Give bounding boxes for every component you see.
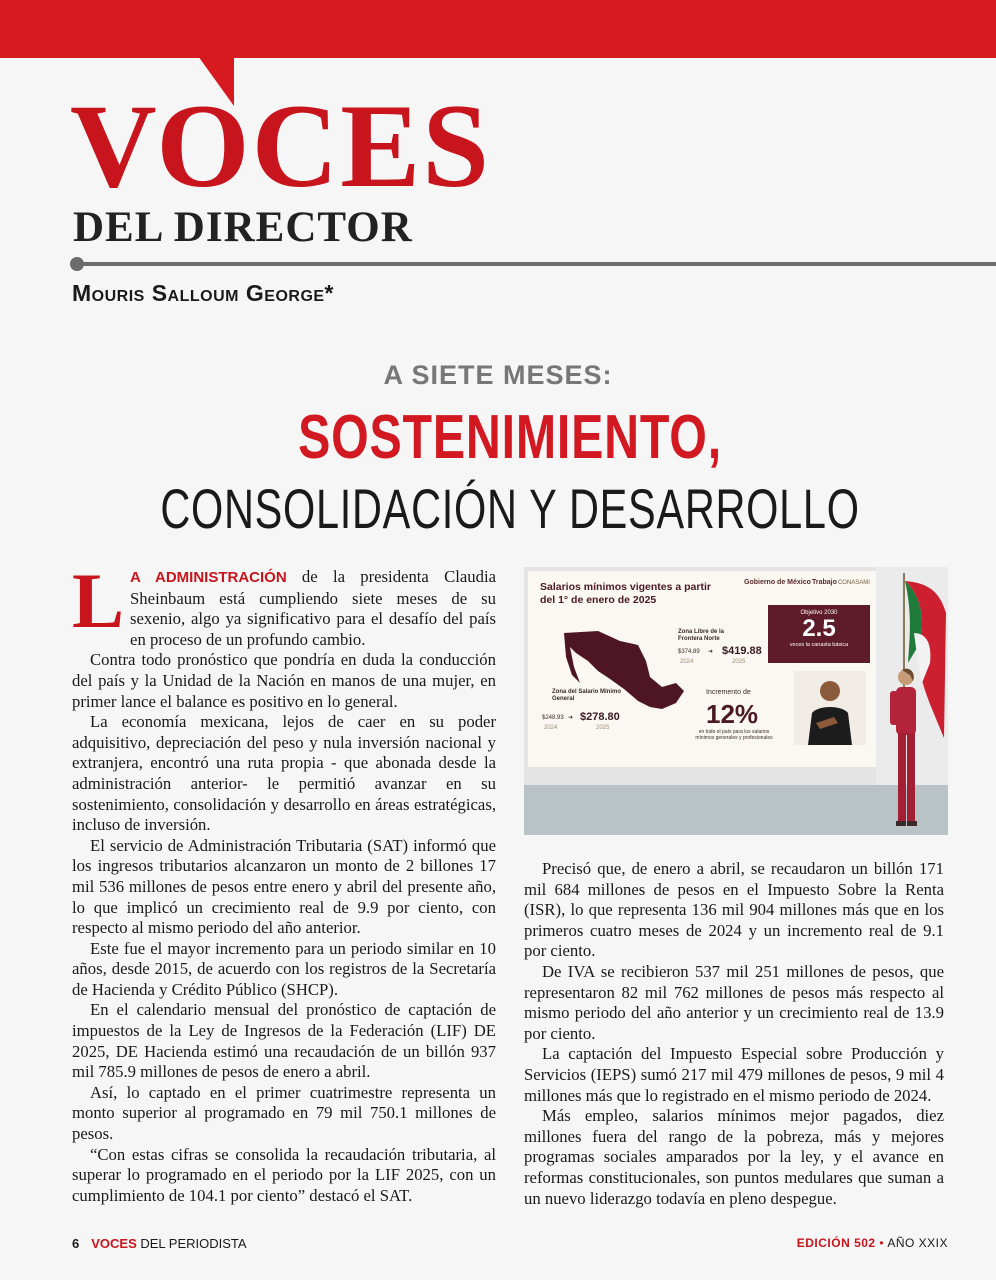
lead-in: A ADMINISTRACIÓN xyxy=(130,569,287,586)
article-right-column xyxy=(524,859,944,1209)
slide-title: Salarios mínimos vigentes a partir del 1° de enero de 2025 xyxy=(540,581,711,606)
incremento-sub: en todo el país para los salarios mínimos generales y profesionales xyxy=(695,729,773,741)
logo-trabajo: Trabajo xyxy=(811,579,837,586)
footer-brand: VOCES xyxy=(91,1236,137,1251)
paragraph: Precisó que, de enero a abril, se recaudaron un billón 171 mil 684 millones de pesos en el Impuesto Sobre la Renta (ISR), lo que representa 136 mil 904 millones más que en los primeros cuatro meses de 2024 y un incremento real de 9.1 por ciento. xyxy=(524,859,944,961)
footer-bullet: • xyxy=(875,1236,888,1250)
paragraph: Más empleo, salarios mínimos mejor pagados, diez millones fuera del rango de la pobreza, más y mejores programas sociales amparados por la ley, y el avance en reformas constitucionales, son puntos medulares que suman a un nuevo liderazgo todavía en pleno despegue. xyxy=(524,1106,944,1208)
paragraph: Este fue el mayor incremento para un periodo similar en 10 años, desde 2015, de acuerdo con los registros de la Secretaría de Hacienda y Crédito Público (SHCP). xyxy=(72,938,496,999)
drop-cap: L xyxy=(72,557,125,644)
zona-general-label: Zona del Salario Mínimo General xyxy=(552,689,622,702)
logo-conasami: CONASAMI xyxy=(837,579,870,586)
objetivo-value: 2.5 xyxy=(802,615,836,642)
arrow-icon: ➜ xyxy=(708,649,714,655)
zona-general-new: $278.80 xyxy=(580,711,620,723)
objetivo-sub: veces la canasta básica xyxy=(789,642,849,648)
objetivo-label: Objetivo 2030 xyxy=(800,610,838,616)
section-rule xyxy=(84,262,996,266)
year-new-label: 2025 xyxy=(596,725,610,731)
edition-label: EDICIÓN 502 xyxy=(796,1236,876,1250)
footer-brand-rest: DEL PERIODISTA xyxy=(136,1236,247,1251)
footer-right xyxy=(797,1236,948,1250)
headline-black: CONSOLIDACIÓN Y DESARROLLO xyxy=(160,477,860,540)
author-byline: Mouris Salloum George* xyxy=(72,280,335,306)
year-old-label: 2024 xyxy=(544,725,558,731)
masthead-title: VOCES xyxy=(70,79,492,212)
zona-general-old: $248.93 xyxy=(542,715,564,721)
paragraph: En el calendario mensual del pronóstico de captación de impuestos de la Ley de Ingresos de la Federación (LIF) DE 2025, DE Hacienda estimó una recaudación de un billón 937 mil 785.9 millones de pesos de enero a abril. xyxy=(72,1000,496,1082)
paragraph: Así, lo captado en el primer cuatrimestre representa un monto superior al programado en 79 mil 750.1 millones de pesos. xyxy=(72,1082,496,1144)
interpreter-figure xyxy=(794,671,866,745)
paragraph: El servicio de Administración Tributaria (SAT) informó que los ingresos tributarios alcanzaron un monto de 2 billones 17 mil 536 millones de pesos entre enero y abril del presente año, lo que implicó un crecimiento real de 9.9 por ciento, con respecto al mismo periodo del año anterior. xyxy=(72,835,496,938)
presentation-slide xyxy=(528,571,876,767)
article-left-column xyxy=(72,557,496,1206)
arrow-icon: ➜ xyxy=(568,715,574,721)
year-label: AÑO XXIX xyxy=(887,1236,948,1250)
headline-red: SOSTENIMIENTO, xyxy=(298,403,722,472)
logo-gobierno: Gobierno de México xyxy=(744,579,811,586)
paragraph: La captación del Impuesto Especial sobre Producción y Servicios (IEPS) sumó 217 mil 479 millones de pesos, 9 mil 4 millones más que lo registrado en el mismo periodo de 2024. xyxy=(524,1044,944,1105)
incremento-label: Incremento de xyxy=(706,689,751,696)
article-photo xyxy=(524,567,948,835)
paragraph: Contra todo pronóstico que pondría en duda la conducción del país y la Unidad de la Nación en manos de una mujer, en primer lance el balance es positivo en lo general. xyxy=(72,650,496,711)
incremento-value: 12% xyxy=(706,699,759,729)
top-red-banner xyxy=(0,0,996,58)
masthead-subtitle: DEL DIRECTOR xyxy=(73,204,413,251)
paragraph: De IVA se recibieron 537 mil 251 millones de pesos, que representaron 82 mil 762 millones de pesos más respecto al mismo periodo del año anterior y un crecimiento real de 13.9 por ciento. xyxy=(524,961,944,1043)
government-logos xyxy=(744,579,870,586)
objetivo-box xyxy=(768,605,870,663)
page-number: 6 xyxy=(72,1236,80,1251)
sign-interpreter-inset xyxy=(794,671,866,745)
paragraph: La economía mexicana, lejos de caer en su poder adquisitivo, depreciación del peso y nula inversión nacional y extranjera, encontró una ruta propia - que abonada desde la administración anterior- le permitió avanzar en su sostenimiento, consolidación y desarrollo en áreas estratégicas, incluso de inversión. xyxy=(72,712,496,835)
paragraph: “Con estas cifras se consolida la recaudación tributaria, al superar lo programado en el periodo por la LIF 2025, con un cumplimiento de 104.1 por ciento” destacó el SAT. xyxy=(72,1144,496,1205)
paragraph: L A ADMINISTRACIÓN de la presidenta Claudia Sheinbaum está cumpliendo siete meses de su sexenio, algo ya significativo para el desafío del país en proceso de un profundo cambio. xyxy=(72,557,496,649)
rule-dot xyxy=(70,257,84,271)
presenter-figure xyxy=(880,667,930,835)
article-kicker: A SIETE MESES: xyxy=(383,360,613,390)
zona-libre-label: Zona Libre de la Frontera Norte xyxy=(678,629,725,642)
mexico-map-icon xyxy=(558,627,688,717)
zona-libre-old: $374.89 xyxy=(678,649,700,655)
zona-libre-new: $419.88 xyxy=(722,645,762,657)
year-new-label: 2025 xyxy=(732,659,746,665)
year-old-label: 2024 xyxy=(680,659,694,665)
footer-left xyxy=(72,1236,247,1251)
